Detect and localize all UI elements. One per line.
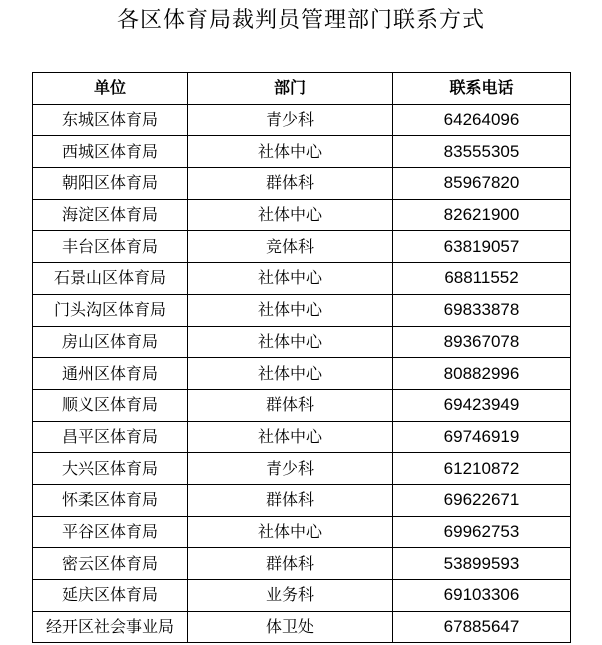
unit-cell: 密云区体育局 [33, 548, 188, 580]
department-cell: 社体中心 [188, 516, 393, 548]
department-cell: 群体科 [188, 389, 393, 421]
department-cell: 群体科 [188, 484, 393, 516]
table-row [33, 199, 571, 231]
department-cell: 社体中心 [188, 326, 393, 358]
department-cell: 社体中心 [188, 263, 393, 295]
page-title: 各区体育局裁判员管理部门联系方式 [116, 8, 485, 33]
phone-cell: 69423949 [393, 389, 571, 421]
unit-cell: 丰台区体育局 [33, 231, 188, 263]
unit-cell: 西城区体育局 [33, 136, 188, 168]
phone-cell: 89367078 [393, 326, 571, 358]
phone-cell: 83555305 [393, 136, 571, 168]
unit-cell: 昌平区体育局 [33, 421, 188, 453]
table-row [33, 168, 571, 200]
phone-cell: 85967820 [393, 168, 571, 200]
department-cell: 群体科 [188, 548, 393, 580]
phone-cell: 67885647 [393, 611, 571, 643]
unit-cell: 门头沟区体育局 [33, 294, 188, 326]
phone-cell: 68811552 [393, 263, 571, 295]
contact-table [32, 72, 571, 643]
table-row [33, 580, 571, 612]
unit-cell: 东城区体育局 [33, 104, 188, 136]
table-row [33, 326, 571, 358]
table-row [33, 104, 571, 136]
department-cell: 业务科 [188, 580, 393, 612]
table-row [33, 389, 571, 421]
phone-cell: 63819057 [393, 231, 571, 263]
phone-cell: 53899593 [393, 548, 571, 580]
department-cell: 社体中心 [188, 199, 393, 231]
phone-cell: 69962753 [393, 516, 571, 548]
phone-cell: 61210872 [393, 453, 571, 485]
unit-cell: 大兴区体育局 [33, 453, 188, 485]
unit-cell: 怀柔区体育局 [33, 484, 188, 516]
unit-cell: 朝阳区体育局 [33, 168, 188, 200]
table-header-row [33, 73, 571, 105]
table-row [33, 548, 571, 580]
unit-cell: 房山区体育局 [33, 326, 188, 358]
department-cell: 社体中心 [188, 358, 393, 390]
table-row [33, 136, 571, 168]
phone-cell: 69833878 [393, 294, 571, 326]
table-row [33, 453, 571, 485]
table-row [33, 421, 571, 453]
phone-cell: 82621900 [393, 199, 571, 231]
department-cell: 体卫处 [188, 611, 393, 643]
department-cell: 青少科 [188, 104, 393, 136]
department-cell: 青少科 [188, 453, 393, 485]
column-header-unit: 单位 [33, 73, 188, 105]
unit-cell: 经开区社会事业局 [33, 611, 188, 643]
unit-cell: 延庆区体育局 [33, 580, 188, 612]
department-cell: 社体中心 [188, 294, 393, 326]
department-cell: 竞体科 [188, 231, 393, 263]
unit-cell: 平谷区体育局 [33, 516, 188, 548]
unit-cell: 海淀区体育局 [33, 199, 188, 231]
table-row [33, 231, 571, 263]
table-row [33, 263, 571, 295]
unit-cell: 石景山区体育局 [33, 263, 188, 295]
column-header-department: 部门 [188, 73, 393, 105]
table-row [33, 358, 571, 390]
phone-cell: 69103306 [393, 580, 571, 612]
department-cell: 社体中心 [188, 136, 393, 168]
table-body [33, 104, 571, 643]
unit-cell: 顺义区体育局 [33, 389, 188, 421]
phone-cell: 69746919 [393, 421, 571, 453]
table-row [33, 516, 571, 548]
phone-cell: 80882996 [393, 358, 571, 390]
table-row [33, 611, 571, 643]
table-row [33, 294, 571, 326]
phone-cell: 69622671 [393, 484, 571, 516]
table-row [33, 484, 571, 516]
phone-cell: 64264096 [393, 104, 571, 136]
unit-cell: 通州区体育局 [33, 358, 188, 390]
department-cell: 群体科 [188, 168, 393, 200]
department-cell: 社体中心 [188, 421, 393, 453]
column-header-phone: 联系电话 [393, 73, 571, 105]
